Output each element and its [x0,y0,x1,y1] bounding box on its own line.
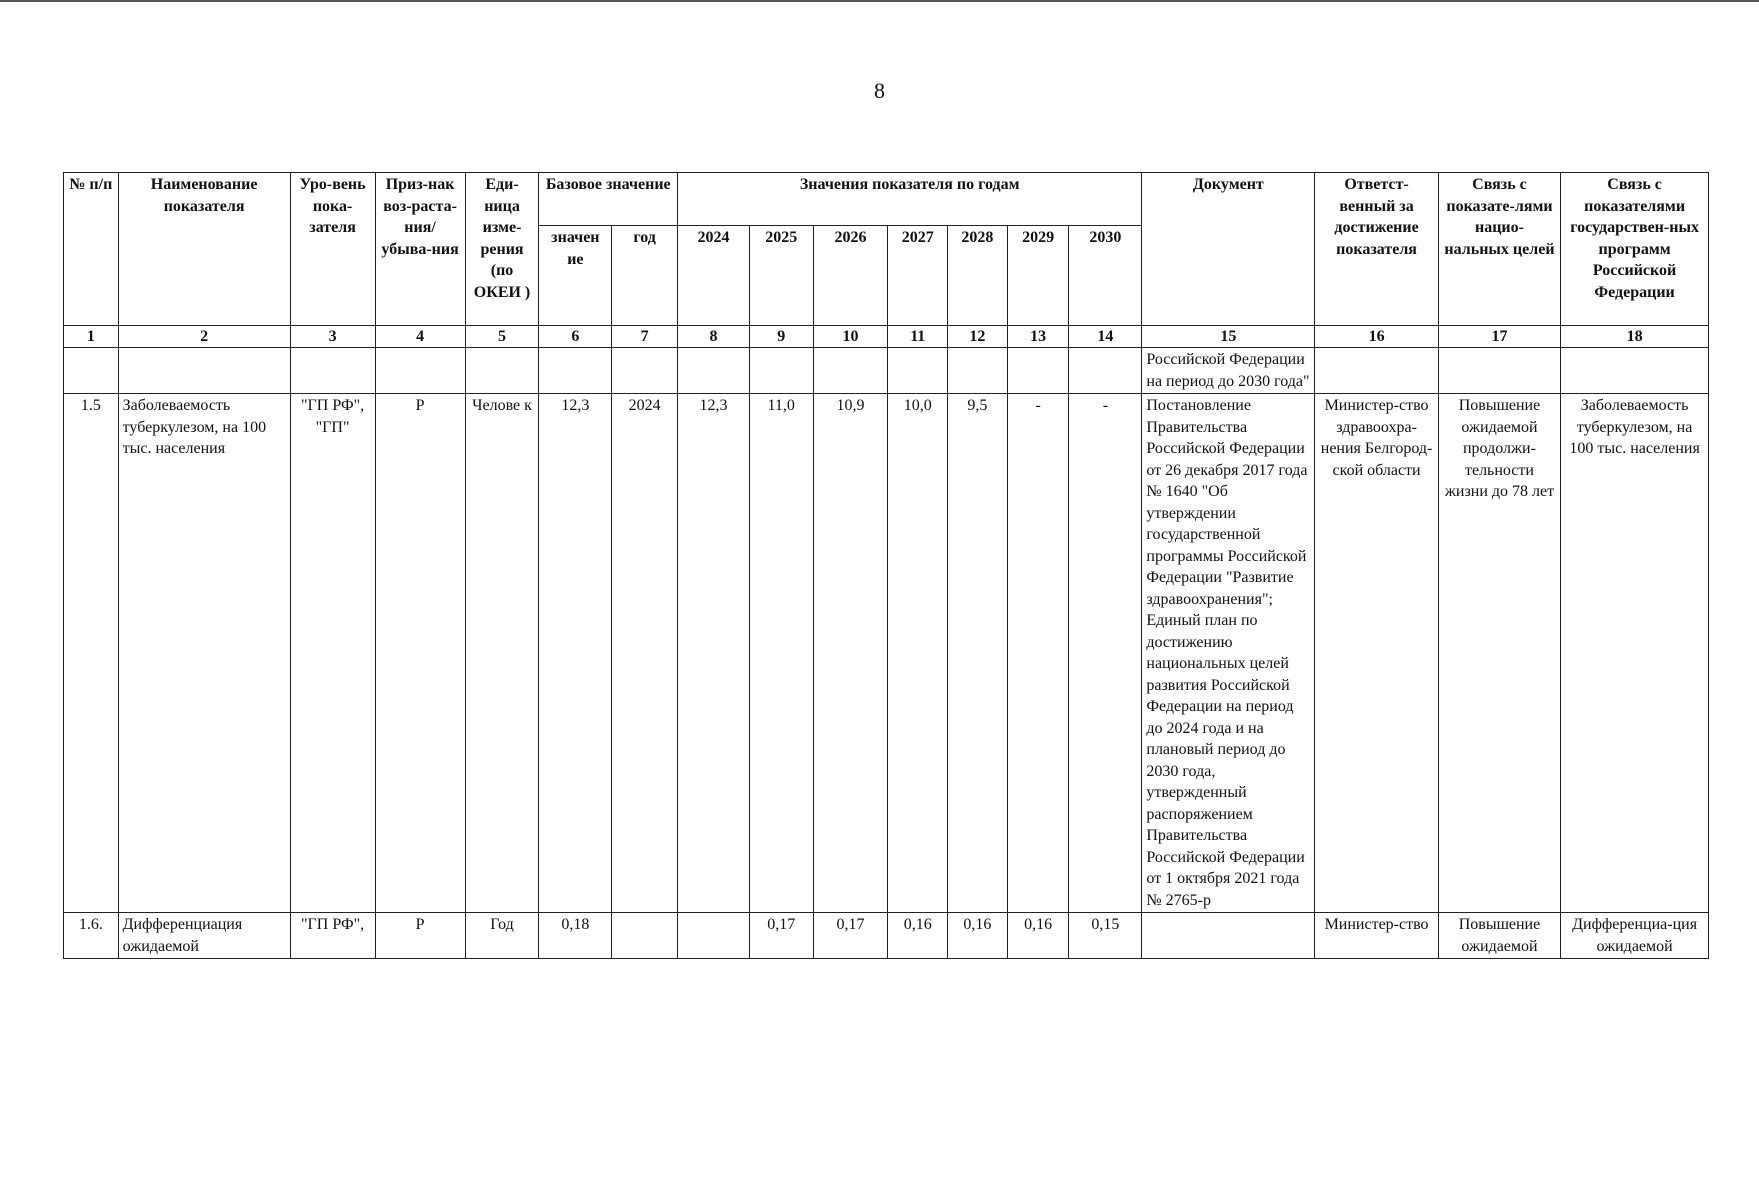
cell-num: 1.6. [64,913,119,959]
column-number: 4 [375,326,465,348]
column-number: 2 [118,326,290,348]
cell-unit [465,348,539,394]
cell-value: 9,5 [948,394,1008,913]
cell-value: 11,0 [749,394,813,913]
cell-base-year [612,348,678,394]
table-row [64,394,1709,913]
column-number: 13 [1007,326,1069,348]
cell-value [678,913,750,959]
cell-document: Постановление Правительства Российской Федерации от 26 декабря 2017 года № 1640 "Об утверждении государственной программы Российской Федерации "Развитие здравоохранения"; Единый план по достижению национальных целей развития Российской Федерации на период до 2024 года и на плановый период до 2030 года, утвержденный распоряжением Правительства Российской Федерации от 1 октября 2021 года № 2765-р [1142,394,1315,913]
cell-name: Заболеваемость туберкулезом, на 100 тыс. населения [118,394,290,913]
header-document: Документ [1142,173,1315,326]
cell-value [888,348,948,394]
cell-base-value: 12,3 [539,394,612,913]
cell-value: 0,17 [749,913,813,959]
cell-document [1142,913,1315,959]
cell-sign [375,348,465,394]
cell-national [1438,348,1560,394]
cell-state [1561,348,1709,394]
cell-unit: Челове к [465,394,539,913]
cell-unit: Год [465,913,539,959]
table-row [64,348,1709,394]
header-base-year: год [612,226,678,326]
scan-top-edge [0,0,1759,2]
cell-num: 1.5 [64,394,119,913]
column-number: 1 [64,326,119,348]
cell-value: 0,16 [948,913,1008,959]
header-num: № п/п [64,173,119,326]
header-responsible: Ответст-венный за достижение показателя [1315,173,1438,326]
header-national: Связь с показате-лями нацио-нальных целей [1438,173,1560,326]
cell-level: "ГП РФ", "ГП" [290,394,375,913]
header-years-group: Значения показателя по годам [678,173,1142,226]
column-number: 9 [749,326,813,348]
cell-base-year [612,913,678,959]
column-number: 16 [1315,326,1438,348]
cell-base-value [539,348,612,394]
cell-document: Российской Федерации на период до 2030 года" [1142,348,1315,394]
column-number: 5 [465,326,539,348]
cell-state: Дифференциа-ция ожидаемой [1561,913,1709,959]
cell-value [678,348,750,394]
cell-value [749,348,813,394]
cell-value: 12,3 [678,394,750,913]
cell-value: 0,17 [813,913,888,959]
header-year: 2024 [678,226,750,326]
cell-num [64,348,119,394]
column-number: 6 [539,326,612,348]
cell-national: Повышение ожидаемой продолжи-тельности жизни до 78 лет [1438,394,1560,913]
cell-value: 10,0 [888,394,948,913]
cell-sign: Р [375,913,465,959]
cell-name [118,348,290,394]
column-number: 3 [290,326,375,348]
column-number: 7 [612,326,678,348]
cell-value: 0,16 [888,913,948,959]
column-number: 11 [888,326,948,348]
cell-value: - [1069,394,1142,913]
cell-value [1007,348,1069,394]
header-year: 2025 [749,226,813,326]
cell-value: 10,9 [813,394,888,913]
page-number: 8 [874,78,885,103]
header-sign: Приз-нак воз-раста-ния/ убыва-ния [375,173,465,326]
header-name: Наименование показателя [118,173,290,326]
header-level: Уро-вень пока-зателя [290,173,375,326]
column-number-row [64,326,1709,348]
column-number: 8 [678,326,750,348]
cell-base-year: 2024 [612,394,678,913]
header-unit: Еди-ница изме-рения (по ОКЕИ ) [465,173,539,326]
cell-responsible: Министер-ство здравоохра-нения Белгород-ской области [1315,394,1438,913]
column-number: 17 [1438,326,1560,348]
cell-value [1069,348,1142,394]
cell-level: "ГП РФ", [290,913,375,959]
cell-name: Дифференциация ожидаемой [118,913,290,959]
cell-value: - [1007,394,1069,913]
header-base: Базовое значение [539,173,678,226]
cell-value [813,348,888,394]
header-year: 2030 [1069,226,1142,326]
cell-responsible: Министер-ство [1315,913,1438,959]
column-number: 10 [813,326,888,348]
cell-base-value: 0,18 [539,913,612,959]
header-year: 2028 [948,226,1008,326]
column-number: 12 [948,326,1008,348]
table-row [64,913,1709,959]
cell-level [290,348,375,394]
header-year: 2027 [888,226,948,326]
cell-value: 0,16 [1007,913,1069,959]
column-number: 14 [1069,326,1142,348]
cell-state: Заболеваемость туберкулезом, на 100 тыс. населения [1561,394,1709,913]
cell-responsible [1315,348,1438,394]
header-row-1 [64,173,1709,226]
column-number: 15 [1142,326,1315,348]
cell-sign: Р [375,394,465,913]
cell-value [948,348,1008,394]
column-number: 18 [1561,326,1709,348]
header-year: 2026 [813,226,888,326]
indicators-table [63,172,1709,959]
cell-national: Повышение ожидаемой [1438,913,1560,959]
cell-value: 0,15 [1069,913,1142,959]
header-year: 2029 [1007,226,1069,326]
header-state: Связь с показателями государствен-ных программ Российской Федерации [1561,173,1709,326]
header-base-value: значен ие [539,226,612,326]
